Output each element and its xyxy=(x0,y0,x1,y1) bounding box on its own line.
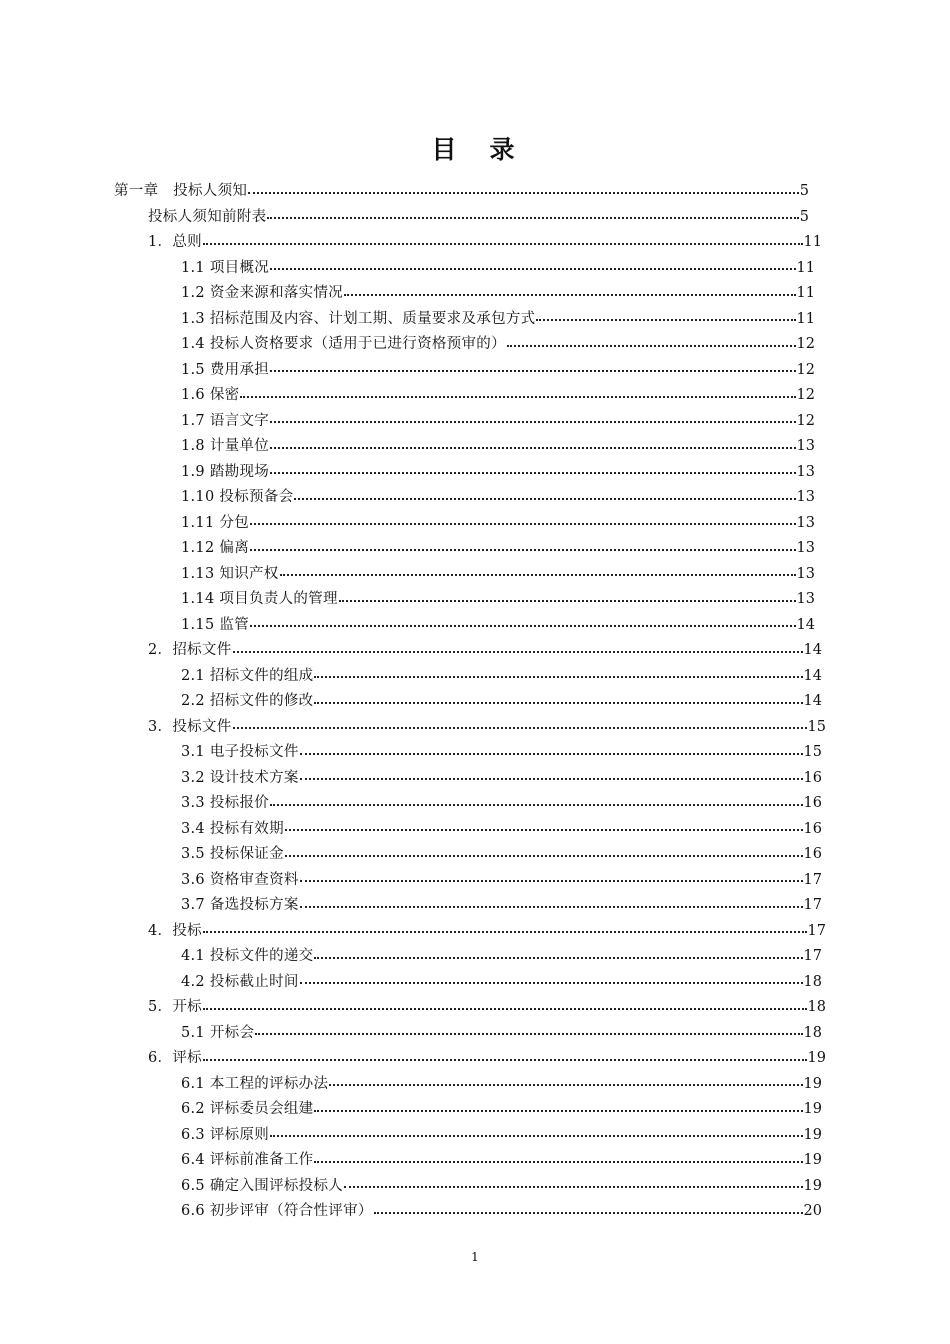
toc-entry-page: 15 xyxy=(803,744,822,760)
toc-entry-label: 1．总则 xyxy=(148,234,202,250)
toc-dot-leader xyxy=(300,906,803,908)
toc-entry-page: 16 xyxy=(803,846,822,862)
page-title: 目 录 xyxy=(431,135,519,164)
toc-entry-label: 2.2 招标文件的修改 xyxy=(181,693,314,709)
toc-entry[interactable] xyxy=(0,230,822,256)
toc-entry-page: 5 xyxy=(799,208,809,225)
toc-entry[interactable] xyxy=(0,358,815,384)
toc-entry-page: 19 xyxy=(803,1177,822,1194)
toc-dot-leader xyxy=(314,676,802,678)
toc-entry-label: 3.2 设计技术方案 xyxy=(181,769,299,786)
toc-entry-label: 3.4 投标有效期 xyxy=(181,820,284,837)
toc-dot-leader xyxy=(374,1212,803,1214)
toc-dot-leader xyxy=(339,600,796,602)
toc-dot-leader xyxy=(267,217,798,219)
toc-entry[interactable] xyxy=(0,1174,822,1200)
toc-entry[interactable] xyxy=(0,893,822,919)
toc-entry-label: 1.7 语言文字 xyxy=(181,412,270,429)
toc-entry[interactable] xyxy=(0,1199,822,1225)
table-of-contents xyxy=(0,179,950,1225)
toc-entry-label: 3.5 投标保证金 xyxy=(181,846,284,862)
toc-dot-leader xyxy=(270,421,795,423)
toc-entry[interactable] xyxy=(0,868,822,894)
toc-entry[interactable] xyxy=(0,1148,822,1174)
toc-entry[interactable] xyxy=(0,511,815,537)
toc-entry[interactable] xyxy=(0,944,822,970)
toc-entry-page: 17 xyxy=(803,897,822,913)
toc-entry-label: 3.6 资格审查资料 xyxy=(181,871,299,888)
toc-entry-label: 第一章 投标人须知 xyxy=(114,183,248,199)
toc-dot-leader xyxy=(294,498,795,500)
toc-entry-label: 6.2 评标委员会组建 xyxy=(181,1101,314,1117)
toc-entry-page: 13 xyxy=(796,438,815,454)
toc-entry-page: 14 xyxy=(796,616,815,633)
toc-dot-leader xyxy=(250,625,796,627)
toc-dot-leader xyxy=(203,1059,807,1061)
toc-entry[interactable] xyxy=(0,383,815,409)
toc-entry-page: 17 xyxy=(803,871,822,888)
toc-entry-label: 1.14 项目负责人的管理 xyxy=(181,591,338,607)
toc-entry-label: 1.11 分包 xyxy=(181,514,249,531)
toc-dot-leader xyxy=(344,1186,802,1188)
toc-entry[interactable] xyxy=(0,256,815,282)
toc-entry[interactable] xyxy=(0,460,815,486)
toc-entry-page: 14 xyxy=(803,642,822,658)
toc-dot-leader xyxy=(536,319,795,321)
toc-dot-leader xyxy=(280,574,796,576)
toc-entry[interactable] xyxy=(0,1097,822,1123)
toc-dot-leader xyxy=(314,957,802,959)
toc-entry-label: 6.5 确定入围评标投标人 xyxy=(181,1177,344,1194)
toc-dot-leader xyxy=(270,472,795,474)
toc-entry-label: 3.7 备选投标方案 xyxy=(181,897,299,913)
toc-entry[interactable] xyxy=(0,638,822,664)
toc-entry[interactable] xyxy=(0,689,822,715)
toc-entry-page: 16 xyxy=(803,795,822,811)
toc-entry-label: 3.1 电子投标文件 xyxy=(181,744,299,760)
toc-entry[interactable] xyxy=(0,205,809,231)
toc-entry[interactable] xyxy=(0,1072,822,1098)
toc-entry[interactable] xyxy=(0,970,822,996)
toc-dot-leader xyxy=(203,243,803,245)
toc-dot-leader xyxy=(344,294,795,296)
toc-dot-leader xyxy=(233,727,807,729)
toc-entry-label: 6．评标 xyxy=(148,1050,202,1066)
toc-entry[interactable] xyxy=(0,536,815,562)
toc-entry-page: 16 xyxy=(803,769,822,786)
toc-dot-leader xyxy=(203,931,807,933)
toc-entry-page: 19 xyxy=(803,1101,822,1117)
toc-entry-label: 1.3 招标范围及内容、计划工期、质量要求及承包方式 xyxy=(181,310,536,327)
toc-entry[interactable] xyxy=(0,664,822,690)
toc-entry-page: 13 xyxy=(796,514,815,531)
toc-dot-leader xyxy=(270,804,802,806)
toc-dot-leader xyxy=(300,753,803,755)
toc-entry-label: 2．招标文件 xyxy=(148,642,232,658)
toc-entry-page: 12 xyxy=(796,361,815,378)
toc-entry-label: 5.1 开标会 xyxy=(181,1024,255,1041)
toc-entry-page: 14 xyxy=(803,693,822,709)
toc-entry-page: 12 xyxy=(796,336,815,352)
toc-entry-page: 20 xyxy=(803,1203,822,1219)
toc-entry[interactable] xyxy=(0,740,822,766)
toc-entry-page: 12 xyxy=(796,387,815,403)
toc-entry-page: 15 xyxy=(807,718,826,735)
toc-entry-label: 1.6 保密 xyxy=(181,387,240,403)
toc-dot-leader xyxy=(329,1084,802,1086)
toc-entry[interactable] xyxy=(0,587,815,613)
toc-entry-page: 17 xyxy=(807,922,826,939)
toc-entry-page: 14 xyxy=(803,667,822,684)
toc-entry[interactable] xyxy=(0,179,809,205)
toc-entry[interactable] xyxy=(0,1046,826,1072)
toc-entry[interactable] xyxy=(0,1021,822,1047)
toc-dot-leader xyxy=(314,702,802,704)
toc-entry[interactable] xyxy=(0,791,822,817)
toc-entry[interactable] xyxy=(0,434,815,460)
toc-entry-page: 11 xyxy=(796,310,815,327)
toc-dot-leader xyxy=(270,268,795,270)
toc-dot-leader xyxy=(203,1008,807,1010)
toc-entry-label: 1.12 偏离 xyxy=(181,540,249,556)
toc-entry-page: 11 xyxy=(803,234,822,250)
toc-dot-leader xyxy=(285,829,803,831)
toc-entry-label: 1.9 踏勘现场 xyxy=(181,463,270,480)
toc-entry-label: 1.10 投标预备会 xyxy=(181,489,294,505)
toc-entry-label: 4.2 投标截止时间 xyxy=(181,973,299,990)
toc-entry[interactable] xyxy=(0,995,826,1021)
toc-entry-label: 1.13 知识产权 xyxy=(181,565,279,582)
toc-entry-label: 投标人须知前附表 xyxy=(148,208,267,225)
toc-dot-leader xyxy=(507,345,796,347)
toc-entry-label: 1.8 计量单位 xyxy=(181,438,270,454)
toc-entry[interactable] xyxy=(0,715,826,741)
toc-dot-leader xyxy=(270,1135,802,1137)
toc-entry-label: 1.4 投标人资格要求（适用于已进行资格预审的） xyxy=(181,336,506,352)
toc-dot-leader xyxy=(255,1033,802,1035)
toc-dot-leader xyxy=(248,192,799,194)
toc-entry-label: 1.2 资金来源和落实情况 xyxy=(181,285,344,301)
toc-entry-page: 19 xyxy=(807,1050,826,1066)
toc-entry-page: 16 xyxy=(803,820,822,837)
toc-entry[interactable] xyxy=(0,919,826,945)
toc-entry[interactable] xyxy=(0,409,815,435)
toc-entry-label: 4．投标 xyxy=(148,922,202,939)
toc-entry-label: 6.4 评标前准备工作 xyxy=(181,1152,314,1168)
toc-entry[interactable] xyxy=(0,281,815,307)
toc-entry-label: 3．投标文件 xyxy=(148,718,232,735)
toc-entry-label: 1.1 项目概况 xyxy=(181,259,270,276)
toc-entry-label: 6.3 评标原则 xyxy=(181,1126,270,1143)
toc-entry-label: 4.1 投标文件的递交 xyxy=(181,948,314,964)
toc-entry-page: 13 xyxy=(796,565,815,582)
toc-entry-label: 6.1 本工程的评标办法 xyxy=(181,1075,329,1092)
toc-entry-page: 13 xyxy=(796,591,815,607)
toc-dot-leader xyxy=(270,370,795,372)
toc-entry-label: 2.1 招标文件的组成 xyxy=(181,667,314,684)
toc-entry[interactable] xyxy=(0,842,822,868)
toc-entry-label: 1.5 费用承担 xyxy=(181,361,270,378)
toc-entry[interactable] xyxy=(0,562,815,588)
toc-entry-page: 13 xyxy=(796,540,815,556)
toc-entry-page: 17 xyxy=(803,948,822,964)
toc-entry[interactable] xyxy=(0,1123,822,1149)
toc-entry-page: 11 xyxy=(796,259,815,276)
toc-entry-page: 11 xyxy=(796,285,815,301)
toc-dot-leader xyxy=(314,1110,802,1112)
toc-entry-label: 6.6 初步评审（符合性评审） xyxy=(181,1203,373,1219)
toc-dot-leader xyxy=(250,549,796,551)
toc-entry-page: 12 xyxy=(796,412,815,429)
toc-entry-label: 3.3 投标报价 xyxy=(181,795,270,811)
toc-dot-leader xyxy=(270,447,795,449)
toc-entry-page: 19 xyxy=(803,1152,822,1168)
toc-dot-leader xyxy=(240,396,795,398)
toc-dot-leader xyxy=(285,855,803,857)
toc-dot-leader xyxy=(250,523,796,525)
page-number: 1 xyxy=(471,1250,479,1264)
toc-entry-page: 13 xyxy=(796,463,815,480)
toc-entry-page: 5 xyxy=(799,183,809,199)
toc-entry[interactable] xyxy=(0,307,815,333)
toc-entry-page: 19 xyxy=(803,1075,822,1092)
toc-entry-page: 18 xyxy=(803,1024,822,1041)
toc-entry-page: 19 xyxy=(803,1126,822,1143)
toc-entry[interactable] xyxy=(0,485,815,511)
toc-entry[interactable] xyxy=(0,817,822,843)
toc-entry-label: 1.15 监管 xyxy=(181,616,249,633)
toc-entry[interactable] xyxy=(0,613,815,639)
toc-entry-page: 18 xyxy=(807,999,826,1015)
toc-entry[interactable] xyxy=(0,766,822,792)
toc-entry-label: 5．开标 xyxy=(148,999,202,1015)
toc-dot-leader xyxy=(314,1161,802,1163)
toc-entry[interactable] xyxy=(0,332,815,358)
toc-dot-leader xyxy=(300,982,803,984)
toc-entry-page: 13 xyxy=(796,489,815,505)
toc-entry-page: 18 xyxy=(803,973,822,990)
toc-dot-leader xyxy=(233,651,803,653)
toc-dot-leader xyxy=(300,880,803,882)
toc-dot-leader xyxy=(300,778,803,780)
